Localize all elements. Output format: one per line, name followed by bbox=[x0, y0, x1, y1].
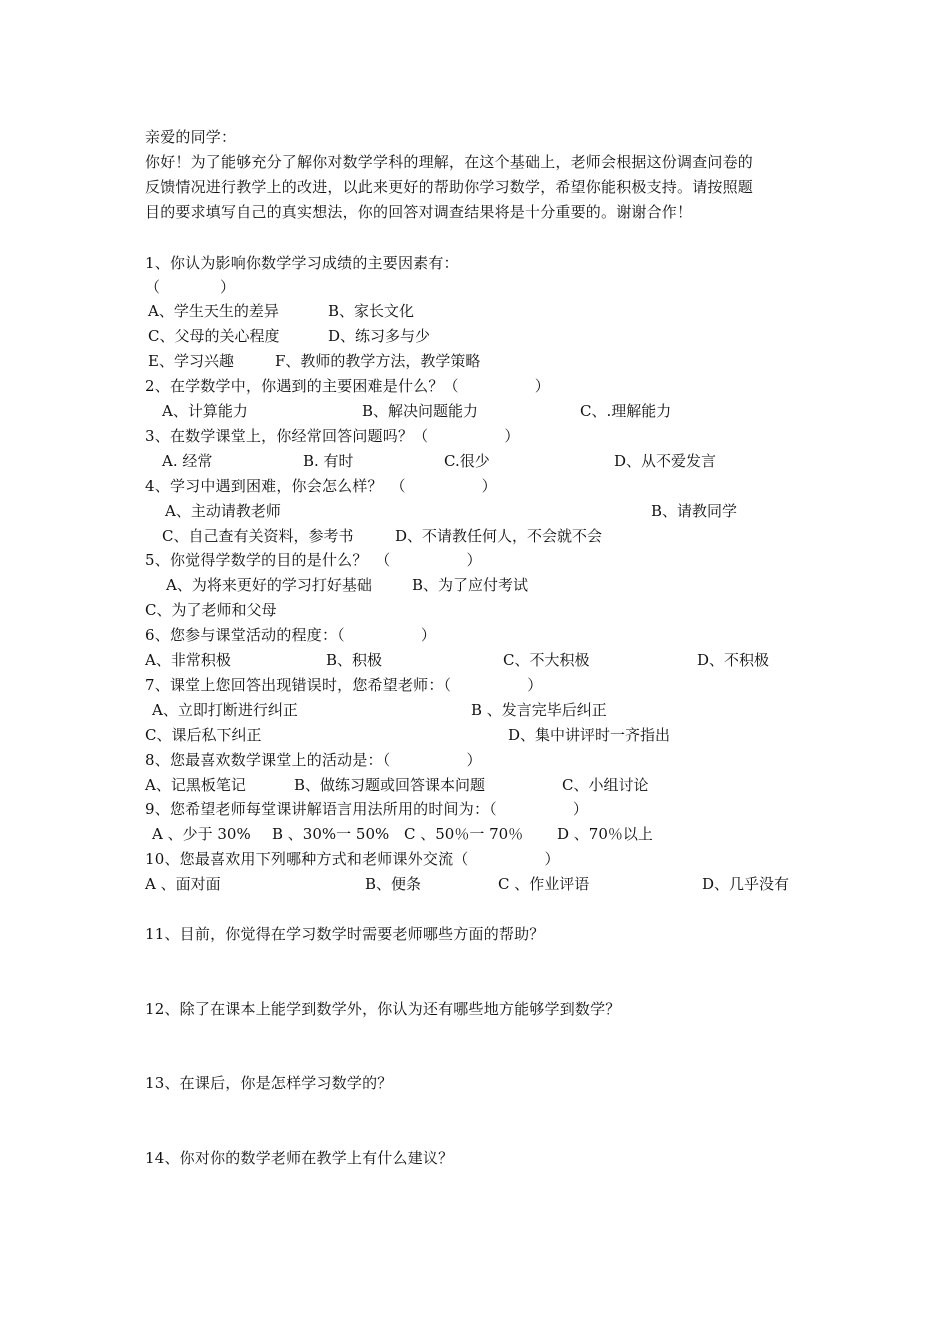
q5-option-b[interactable]: B、为了应付考试 bbox=[412, 576, 529, 594]
q10-option-d[interactable]: D、几乎没有 bbox=[702, 875, 790, 893]
q4-option-d[interactable]: D、不请教任何人，不会就不会 bbox=[395, 527, 603, 545]
q3-option-a[interactable]: A. 经常 bbox=[162, 452, 213, 470]
q9-option-c[interactable]: C 、50％一 70％ bbox=[404, 825, 524, 843]
q4-option-b[interactable]: B、请教同学 bbox=[651, 502, 738, 520]
q9-option-d[interactable]: D 、70％以上 bbox=[557, 825, 653, 843]
question-12: 12、除了在课本上能学到数学外，你认为还有哪些地方能够学到数学？ bbox=[145, 1000, 621, 1018]
q6-option-c[interactable]: C、不大积极 bbox=[503, 651, 590, 669]
q1-option-b[interactable]: B、家长文化 bbox=[328, 302, 415, 320]
question-9: 9、您希望老师每堂课讲解语言用法所用的时间为：（ ） bbox=[145, 800, 589, 818]
q4-option-c[interactable]: C、自己查有关资料，参考书 bbox=[162, 527, 354, 545]
q6-option-d[interactable]: D、不积极 bbox=[697, 651, 770, 669]
q7-option-a[interactable]: A、立即打断进行纠正 bbox=[152, 701, 298, 719]
q7-option-b[interactable]: B 、发言完毕后纠正 bbox=[471, 701, 607, 719]
q6-option-a[interactable]: A、非常积极 bbox=[145, 651, 231, 669]
q2-option-a[interactable]: A、计算能力 bbox=[162, 402, 248, 420]
intro-paragraph-line-3: 目的要求填写自己的真实想法，你的回答对调查结果将是十分重要的。谢谢合作！ bbox=[145, 203, 693, 221]
q2-option-b[interactable]: B、解决问题能力 bbox=[362, 402, 479, 420]
q4-option-a[interactable]: A、主动请教老师 bbox=[165, 502, 281, 520]
q2-option-c[interactable]: C、.理解能力 bbox=[580, 402, 672, 420]
q7-option-d[interactable]: D、集中讲评时一齐指出 bbox=[508, 726, 671, 744]
q10-option-b[interactable]: B、便条 bbox=[365, 875, 422, 893]
q9-option-b[interactable]: B 、30%一 50% bbox=[272, 825, 390, 843]
question-8: 8、您最喜欢数学课堂上的活动是：（ ） bbox=[145, 751, 482, 769]
q1-option-c[interactable]: C、父母的关心程度 bbox=[148, 327, 280, 345]
q5-option-c[interactable]: C、为了老师和父母 bbox=[145, 601, 277, 619]
q1-option-a[interactable]: A、学生天生的差异 bbox=[148, 302, 279, 320]
q8-option-b[interactable]: B、做练习题或回答课本问题 bbox=[294, 776, 486, 794]
question-7: 7、课堂上您回答出现错误时，您希望老师：（ ） bbox=[145, 676, 543, 694]
q6-option-b[interactable]: B、积极 bbox=[326, 651, 383, 669]
question-1-blank[interactable]: （ ） bbox=[145, 278, 236, 296]
q1-option-f[interactable]: F、教师的教学方法，教学策略 bbox=[275, 352, 481, 370]
question-5: 5、你觉得学数学的目的是什么？ （ ） bbox=[145, 551, 482, 569]
question-4: 4、学习中遇到困难，你会怎么样？ （ ） bbox=[145, 477, 497, 495]
q8-option-a[interactable]: A、记黑板笔记 bbox=[145, 776, 246, 794]
q7-option-c[interactable]: C、课后私下纠正 bbox=[145, 726, 262, 744]
q1-option-d[interactable]: D、练习多与少 bbox=[328, 327, 431, 345]
question-14: 14、你对你的数学老师在教学上有什么建议？ bbox=[145, 1149, 454, 1167]
question-11: 11、目前，你觉得在学习数学时需要老师哪些方面的帮助？ bbox=[145, 925, 545, 943]
q8-option-c[interactable]: C、小组讨论 bbox=[562, 776, 649, 794]
intro-paragraph-line-2: 反馈情况进行教学上的改进，以此来更好的帮助你学习数学，希望你能积极支持。请按照题 bbox=[145, 178, 754, 196]
question-2: 2、在学数学中，你遇到的主要困难是什么？（ ） bbox=[145, 377, 550, 395]
q9-option-a[interactable]: A 、少于 30% bbox=[152, 825, 251, 843]
question-3: 3、在数学课堂上，你经常回答问题吗？（ ） bbox=[145, 427, 520, 445]
q1-option-e[interactable]: E、学习兴趣 bbox=[148, 352, 234, 370]
question-6: 6、您参与课堂活动的程度：（ ） bbox=[145, 626, 437, 644]
question-1: 1、你认为影响你数学学习成绩的主要因素有： bbox=[145, 254, 459, 272]
q3-option-d[interactable]: D、从不爱发言 bbox=[614, 452, 717, 470]
q10-option-a[interactable]: A 、面对面 bbox=[145, 875, 221, 893]
q3-option-b[interactable]: B. 有时 bbox=[303, 452, 354, 470]
q3-option-c[interactable]: C.很少 bbox=[444, 452, 490, 470]
question-13: 13、在课后，你是怎样学习数学的？ bbox=[145, 1074, 393, 1092]
greeting: 亲爱的同学： bbox=[145, 128, 237, 146]
intro-paragraph-line-1: 你好！为了能够充分了解你对数学学科的理解，在这个基础上，老师会根据这份调查问卷的 bbox=[145, 153, 754, 171]
q10-option-c[interactable]: C 、作业评语 bbox=[498, 875, 590, 893]
question-10: 10、您最喜欢用下列哪种方式和老师课外交流（ ） bbox=[145, 850, 560, 868]
q5-option-a[interactable]: A、为将来更好的学习打好基础 bbox=[166, 576, 372, 594]
